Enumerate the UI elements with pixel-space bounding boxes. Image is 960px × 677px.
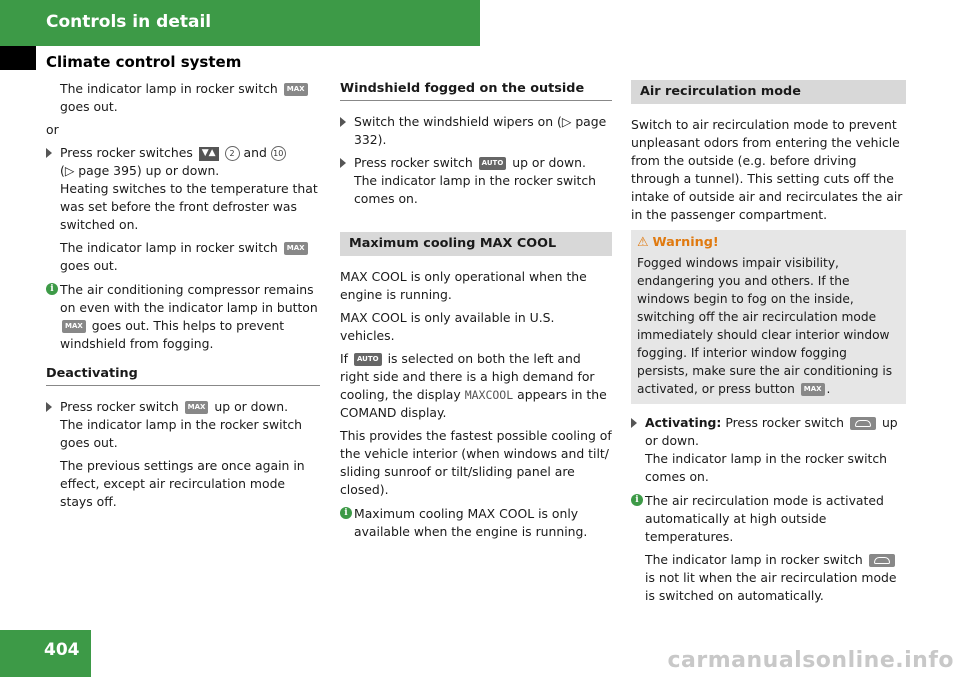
recirculation-icon	[850, 417, 876, 430]
max-cool-heading: Maximum cooling MAX COOL	[340, 232, 612, 256]
info-note: i The air conditioning compressor remains on even with the indicator lamp in button MAX goes out. This helps to prevent windshield from fogging.	[46, 281, 320, 353]
temperature-triangles-icon: ▼▲	[199, 147, 219, 161]
windshield-heading: Windshield fogged on the outside	[340, 80, 612, 101]
arrow-icon	[46, 402, 52, 412]
paragraph: The indicator lamp in rocker switch MAX goes out.	[46, 80, 320, 116]
info-note: i Maximum cooling MAX COOL is only available when the engine is running.	[340, 505, 612, 541]
callout-10-icon: 10	[271, 146, 286, 161]
column-3: Air recirculation mode Switch to air recirculation mode to prevent unpleasant odors from entering the vehicle from the outside (e.g. before driving through a tunnel). This setting cuts off the intake of outside air and recirculates the air in the passenger compartment. ⚠ Warning! Fogged windows impair visibility, endangering you and others. If the windows begin to fog on the inside, switching off the air recirculation mode immediately should clear interior window fogging. If interior window fogging persists, make sure the air conditioning is activated, or press button MAX . Activating: Press rocker switch up or down. The indicator lamp in the rocker switch comes on. i The air recirculation mode is activated automatically at high outside temperatures. The indicator lamp in rocker switch is not lit when the air recirculation mode is switched on automatically.	[631, 80, 906, 610]
display-message: MAXCOOL	[464, 388, 514, 402]
info-icon: i	[340, 507, 352, 519]
column-2: Windshield fogged on the outside Switch the windshield wipers on (▷ page 332). Press rocker switch AUTO up or down. The indicator lamp in the rocker switch comes on. Maximum cooling MAX COOL MAX COOL is only operational when the engine is running. MAX COOL is only available in U.S. vehicles. If AUTO is selected on both the left and right side and there is a high demand for cooling, the display MAXCOOL appears in the COMAND display. This provides the fastest possible cooling of the vehicle interior (when windows and tilt/ sliding sunroof or tilt/sliding panel are closed). i Maximum cooling MAX COOL is only available when the engine is running.	[340, 81, 612, 539]
list-item: Press rocker switch MAX up or down. The indicator lamp in the rocker switch goes out. The previous settings are once again in effect, except air recirculation mode stays off.	[46, 398, 320, 511]
max-defrost-icon: MAX	[284, 83, 308, 96]
deactivating-heading: Deactivating	[46, 365, 320, 386]
recirculation-heading: Air recirculation mode	[631, 80, 906, 104]
column-1	[46, 80, 320, 516]
callout-2-icon: 2	[225, 146, 240, 161]
max-defrost-icon: MAX	[185, 401, 209, 414]
info-icon: i	[46, 283, 58, 295]
or-text: or	[46, 122, 59, 137]
max-defrost-icon: MAX	[284, 242, 308, 255]
auto-icon: AUTO	[354, 353, 382, 366]
list-item: Switch the windshield wipers on (▷ page 332).	[340, 113, 612, 149]
warning-box: ⚠ Warning! Fogged windows impair visibility, endangering you and others. If the windows begin to fog on the inside, switching off the air recirculation mode immediately should clear interior window fogging. If interior window fogging persists, make sure the air conditioning is activated, or press button MAX .	[631, 230, 906, 404]
watermark: carmanualsonline.info	[667, 648, 954, 673]
warning-triangle-icon: ⚠	[637, 235, 649, 250]
list-item: Activating: Press rocker switch up or down. The indicator lamp in the rocker switch comes on.	[631, 414, 906, 486]
max-defrost-icon: MAX	[801, 383, 825, 396]
subsection-marker	[0, 46, 36, 70]
list-item: Press rocker switch AUTO up or down. The indicator lamp in the rocker switch comes on.	[340, 154, 612, 208]
max-defrost-icon: MAX	[62, 320, 86, 333]
arrow-icon	[340, 158, 346, 168]
arrow-icon	[631, 418, 637, 428]
page-link[interactable]: (▷ page 395) up or down.	[60, 163, 220, 178]
info-icon: i	[631, 494, 643, 506]
page-number: 404	[44, 640, 80, 660]
subsection-title: Climate control system	[46, 53, 242, 71]
arrow-icon	[340, 117, 346, 127]
arrow-icon	[46, 148, 52, 158]
list-item: Press rocker switches ▼▲ 2 and 10 (▷ page 395) up or down. Heating switches to the temperature that was set before the front defroster was switched on. The indicator lamp in rocker switch MAX goes out.	[46, 144, 320, 275]
info-note: i The air recirculation mode is activated automatically at high outside temperatures. The indicator lamp in rocker switch is not lit when the air recirculation mode is switched on automatically.	[631, 492, 906, 605]
auto-icon: AUTO	[479, 157, 507, 170]
section-title: Controls in detail	[46, 12, 212, 32]
recirculation-icon	[869, 554, 895, 567]
